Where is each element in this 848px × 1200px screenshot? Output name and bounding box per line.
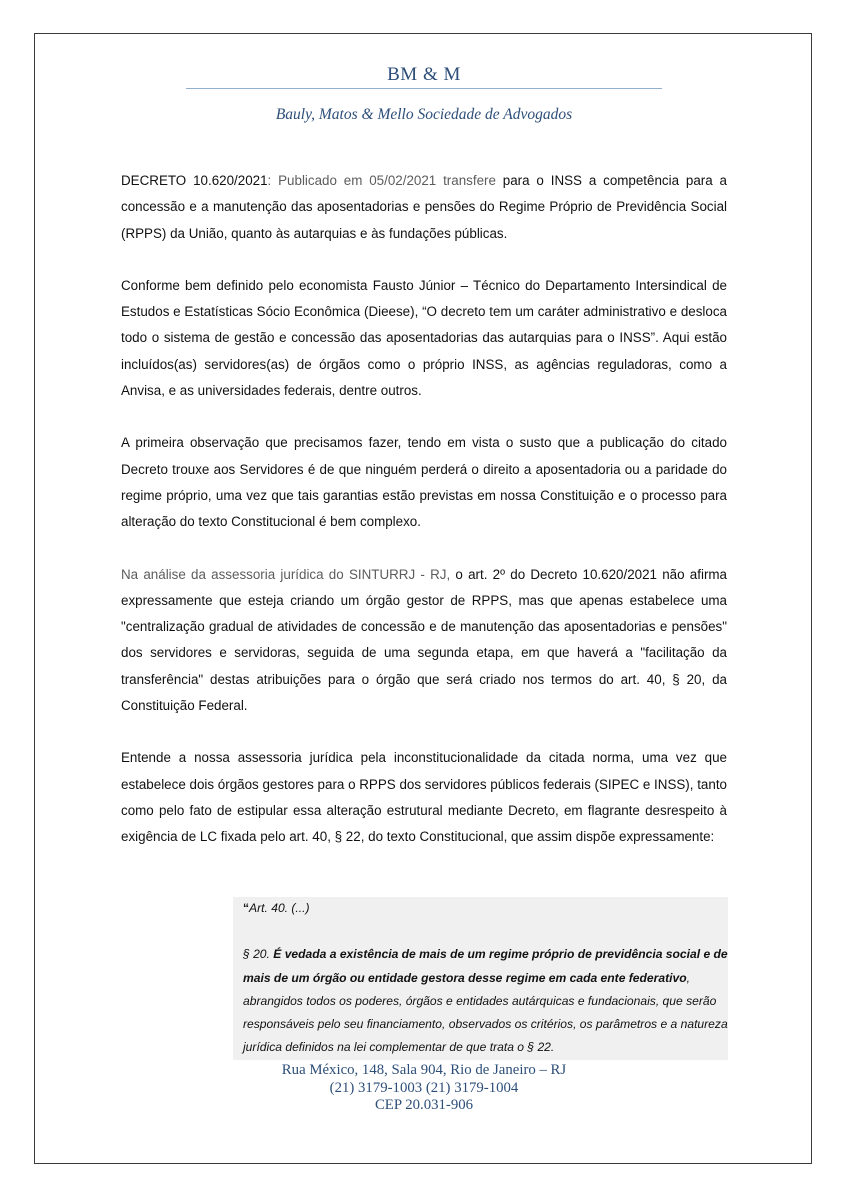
decree-publication: : Publicado em 05/02/2021 transfere [267,173,496,188]
firm-logo-text: BM & M [387,64,461,85]
quote-article-line [233,897,728,920]
footer-contact [0,1062,848,1115]
legal-analysis-lead: Na análise da assessoria jurídica do SINTURRJ - RJ, [121,566,451,582]
quote-paragraph [233,943,728,1059]
decree-title: DECRETO 10.620/2021 [121,173,268,188]
quote-article: Art. 40. (...) [249,901,310,915]
paragraph-unconstitutionality: Entende a nossa assessoria jurídica pela inconstitucionalidade da citada norma, uma vez que estabelece dois órgãos gestores para o RPPS dos servidores públicos federais (SIPEC e INSS), tanto como pelo fato de estipular essa alteração estrutural mediante Decreto, em flagrante desrespeito à exigência de LC fixada pelo art. 40, § 22, do texto Constitucional, que assim dispõe expressamente: [121,750,727,845]
decree-description: para o INSS a competência para a concessão e a manutenção das aposentadorias e pensões do Regime Próprio de Previdência Social (RPPS) da União, quanto às autarquias e às fundações públicas. [121,173,727,241]
quote-rest-text: , abrangidos todos os poderes, órgãos e entidades autárquicas e fundacionais, que serão responsáveis pelo seu financiamento, observados os critérios, os parâmetros e a natureza jurídica definidos na lei complementar de que trata o § 22. [243,970,728,1055]
quote-open-mark: “ [243,901,250,915]
footer-cep: CEP 20.031-906 [374,1097,474,1113]
footer-address: Rua México, 148, Sala 904, Rio de Janeiro – RJ [281,1062,567,1078]
document-body [121,168,727,851]
paragraph-decree [121,168,727,247]
paragraph-economist: Conforme bem definido pelo economista Fausto Júnior – Técnico do Departamento Intersindical de Estudos e Estatísticas Sócio Econômica (Dieese), “O decreto tem um caráter administrativo e desloca todo o sistema de gestão e concessão das aposentadorias das autarquias para o INSS”. Aqui estão incluídos(as) servidores(as) de órgãos como o próprio INSS, as agências reguladoras, como a Anvisa, e as universidades federais, dentre outros. [121,277,727,399]
footer-phones: (21) 3179-1003 (21) 3179-1004 [329,1079,519,1096]
legal-analysis-text: o art. 2º do Decreto 10.620/2021 não afirma expressamente que esteja criando um órgão gestor de RPPS, mas que apenas estabelece uma "centralização gradual de atividades de concessão e de manutenção das aposentadorias e pensões" dos servidores e servidoras, seguida de uma segunda etapa, em que haverá a "facilitação da transferência" destas atribuições para o órgão que será criado nos termos do art. 40, § 20, da Constituição Federal. [121,566,727,714]
header-divider [186,88,662,89]
constitution-quote [233,897,728,1060]
paragraph-legal-analysis [121,562,727,720]
quote-bold-text: É vedada a existência de mais de um regime próprio de previdência social e de mais de um órgão ou entidade gestora desse regime em cada ente federativo [243,947,728,985]
quote-paragraph-number: § 20. [243,947,274,962]
firm-name: Bauly, Matos & Mello Sociedade de Advogados [275,106,573,123]
paragraph-observation: A primeira observação que precisamos fazer, tendo em vista o susto que a publicação do citado Decreto trouxe aos Servidores é de que ninguém perderá o direito a aposentadoria ou a paridade do regime próprio, uma vez que tais garantias estão previstas em nossa Constituição e o processo para alteração do texto Constitucional é bem complexo. [121,435,727,530]
quote-spacer [233,920,728,943]
